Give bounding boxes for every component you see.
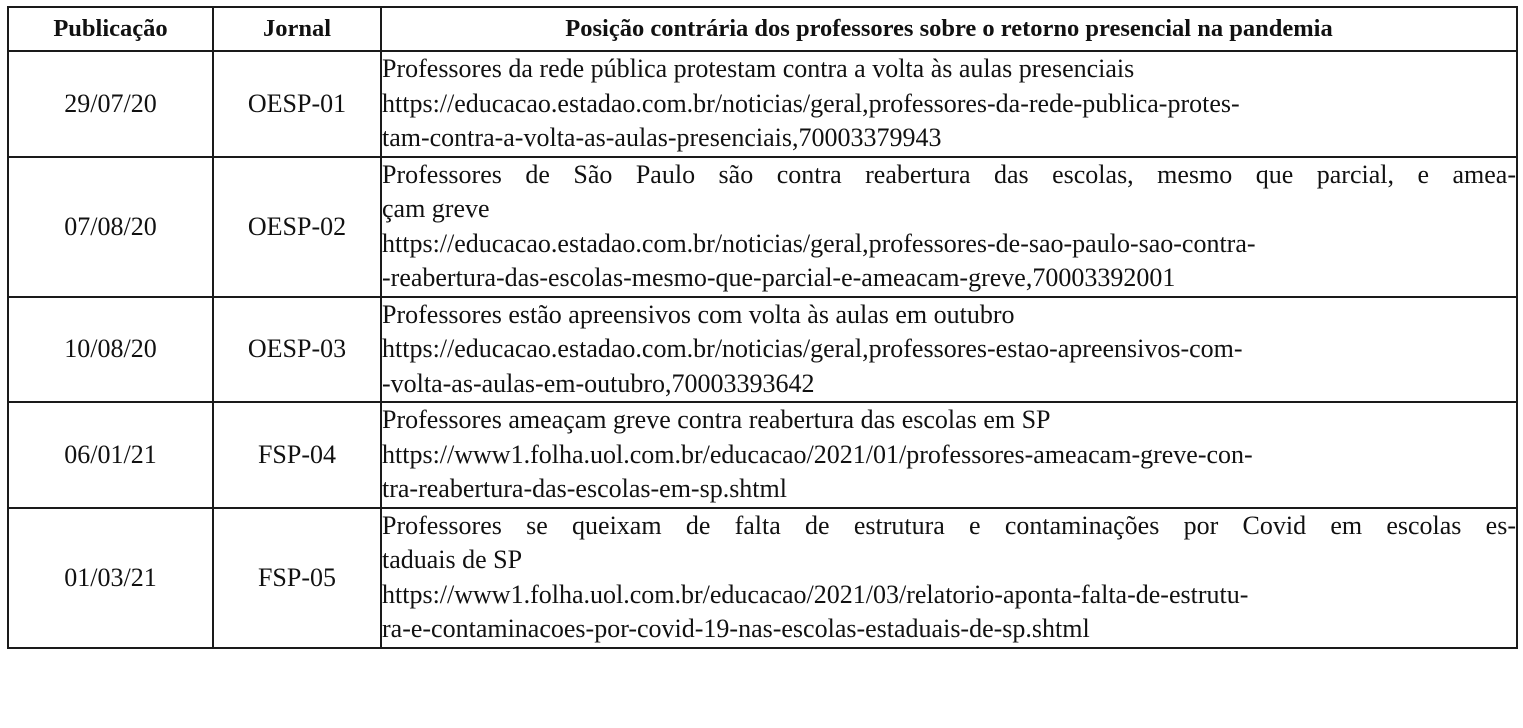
article-title-continued: çam greve <box>382 194 490 223</box>
article-description <box>381 508 1517 648</box>
article-url-continued: -volta-as-aulas-em-outubro,70003393642 <box>382 368 815 398</box>
article-url: https://www1.folha.uol.com.br/educacao/2021/03/relatorio-aponta-falta-de-estrutu- <box>382 579 1249 609</box>
article-description <box>381 297 1517 403</box>
header-journal: Jornal <box>213 7 381 51</box>
journal-code: OESP-03 <box>213 297 381 403</box>
publication-date: 29/07/20 <box>8 51 213 157</box>
journal-code: OESP-02 <box>213 157 381 297</box>
article-url: https://www1.folha.uol.com.br/educacao/2021/01/professores-ameacam-greve-con- <box>382 439 1253 469</box>
article-title: Professores de São Paulo são contra reabertura das escolas, mesmo que parcial, e amea- <box>382 159 1516 189</box>
table-row <box>8 51 1517 157</box>
article-url-continued: -reabertura-das-escolas-mesmo-que-parcial-e-ameacam-greve,70003392001 <box>382 263 1176 292</box>
table-row <box>8 402 1517 508</box>
article-description <box>381 157 1517 297</box>
table-row <box>8 297 1517 403</box>
publications-table <box>7 6 1518 649</box>
article-url: https://educacao.estadao.com.br/noticias/geral,professores-da-rede-publica-protes- <box>382 88 1240 118</box>
article-url-continued: tra-reabertura-das-escolas-em-sp.shtml <box>382 474 787 503</box>
article-title: Professores ameaçam greve contra reabertura das escolas em SP <box>382 405 1051 434</box>
journal-code: OESP-01 <box>213 51 381 157</box>
article-description <box>381 51 1517 157</box>
header-publication: Publicação <box>8 7 213 51</box>
publication-date: 07/08/20 <box>8 157 213 297</box>
publication-date: 06/01/21 <box>8 402 213 508</box>
table-row <box>8 157 1517 297</box>
publication-date: 10/08/20 <box>8 297 213 403</box>
article-title: Professores se queixam de falta de estrutura e contaminações por Covid em escolas es- <box>382 510 1516 540</box>
header-position: Posição contrária dos professores sobre o retorno presencial na pandemia <box>381 7 1517 51</box>
journal-code: FSP-04 <box>213 402 381 508</box>
article-url-continued: ra-e-contaminacoes-por-covid-19-nas-escolas-estaduais-de-sp.shtml <box>382 614 1090 643</box>
article-url: https://educacao.estadao.com.br/noticias/geral,professores-estao-apreensivos-com- <box>382 334 1243 363</box>
table-row <box>8 508 1517 648</box>
article-url: https://educacao.estadao.com.br/noticias/geral,professores-de-sao-paulo-sao-contra- <box>382 228 1256 258</box>
article-url-continued: tam-contra-a-volta-as-aulas-presenciais,70003379943 <box>382 123 942 152</box>
article-title-continued: taduais de SP <box>382 545 523 574</box>
article-description <box>381 402 1517 508</box>
article-title: Professores estão apreensivos com volta às aulas em outubro <box>382 299 1015 329</box>
article-title: Professores da rede pública protestam contra a volta às aulas presenciais <box>382 54 1135 83</box>
header-row <box>8 7 1517 51</box>
journal-code: FSP-05 <box>213 508 381 648</box>
publication-date: 01/03/21 <box>8 508 213 648</box>
